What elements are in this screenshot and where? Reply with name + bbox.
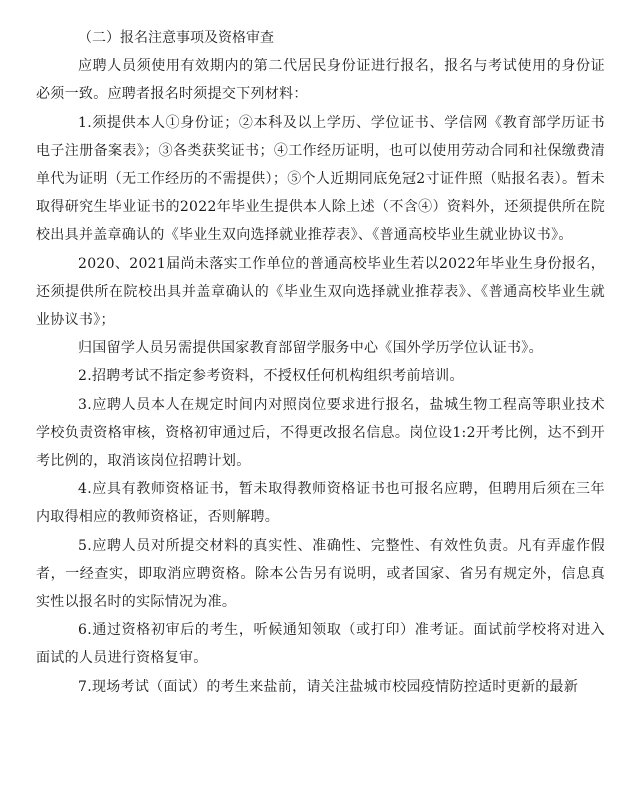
paragraph-admission-ticket: 6.通过资格初审后的考生，听候通知领取（或打印）准考证。面试前学校将对进入面试的人员进行资格复审。 — [36, 622, 605, 667]
paragraph-no-reference-materials: 2.招聘考试不指定参考资料，不授权任何机构组织考前培训。 — [78, 368, 464, 385]
section-heading: （二）报名注意事项及资格审查 — [78, 30, 274, 46]
paragraph-id-requirement: 应聘人员须使用有效期内的第二代居民身份证进行报名，报名与考试使用的身份证必须一致。应聘者报名时须提交下列材料： — [36, 58, 605, 103]
paragraph-registration-review: 3.应聘人员本人在规定时间内对照岗位要求进行报名，盐城生物工程高等职业技术学校负责资格审核，资格初审通过后，不得更改报名信息。岗位设1:2开考比例，达不到开考比例的，取消该岗位招聘计划。 — [36, 396, 605, 470]
paragraph-authenticity: 5.应聘人员对所提交材料的真实性、准确性、完整性、有效性负责。凡有弄虚作假者，一经查实，即取消应聘资格。除本公告另有说明，或者国家、省另有规定外，信息真实性以报名时的实际情况为准。 — [36, 537, 605, 611]
paragraph-teacher-certificate: 4.应具有教师资格证书，暂未取得教师资格证书也可报名应聘，但聘用后须在三年内取得相应的教师资格证，否则解聘。 — [36, 481, 605, 526]
paragraph-prior-graduates: 2020、2021届尚未落实工作单位的普通高校毕业生若以2022年毕业生身份报名，还须提供所在院校出具并盖章确认的《毕业生双向选择就业推荐表》、《普通高校毕业生就业协议书》； — [36, 255, 605, 329]
paragraph-epidemic-notice: 7.现场考试（面试）的考生来盐前，请关注盐城市校园疫情防控适时更新的最新 — [78, 678, 579, 695]
paragraph-overseas-returnees: 归国留学人员另需提供国家教育部留学服务中心《国外学历学位认证书》。 — [78, 340, 543, 357]
paragraph-materials-list: 1.须提供本人①身份证；②本科及以上学历、学位证书、学信网《教育部学历证书电子注册备案表》；③各类获奖证书；④工作经历证明，也可以使用劳动合同和社保缴费清单代为证明（无工作经历的不需提供）；⑤个人近期同底免冠2寸证件照（贴报名表）。暂未取得研究生毕业证书的2022年毕业生提供本人除上述（不含④）资料外，还须提供所在院校出具并盖章确认的《毕业生双向选择就业推荐表》、《普通高校毕业生就业协议书》。 — [36, 114, 605, 244]
